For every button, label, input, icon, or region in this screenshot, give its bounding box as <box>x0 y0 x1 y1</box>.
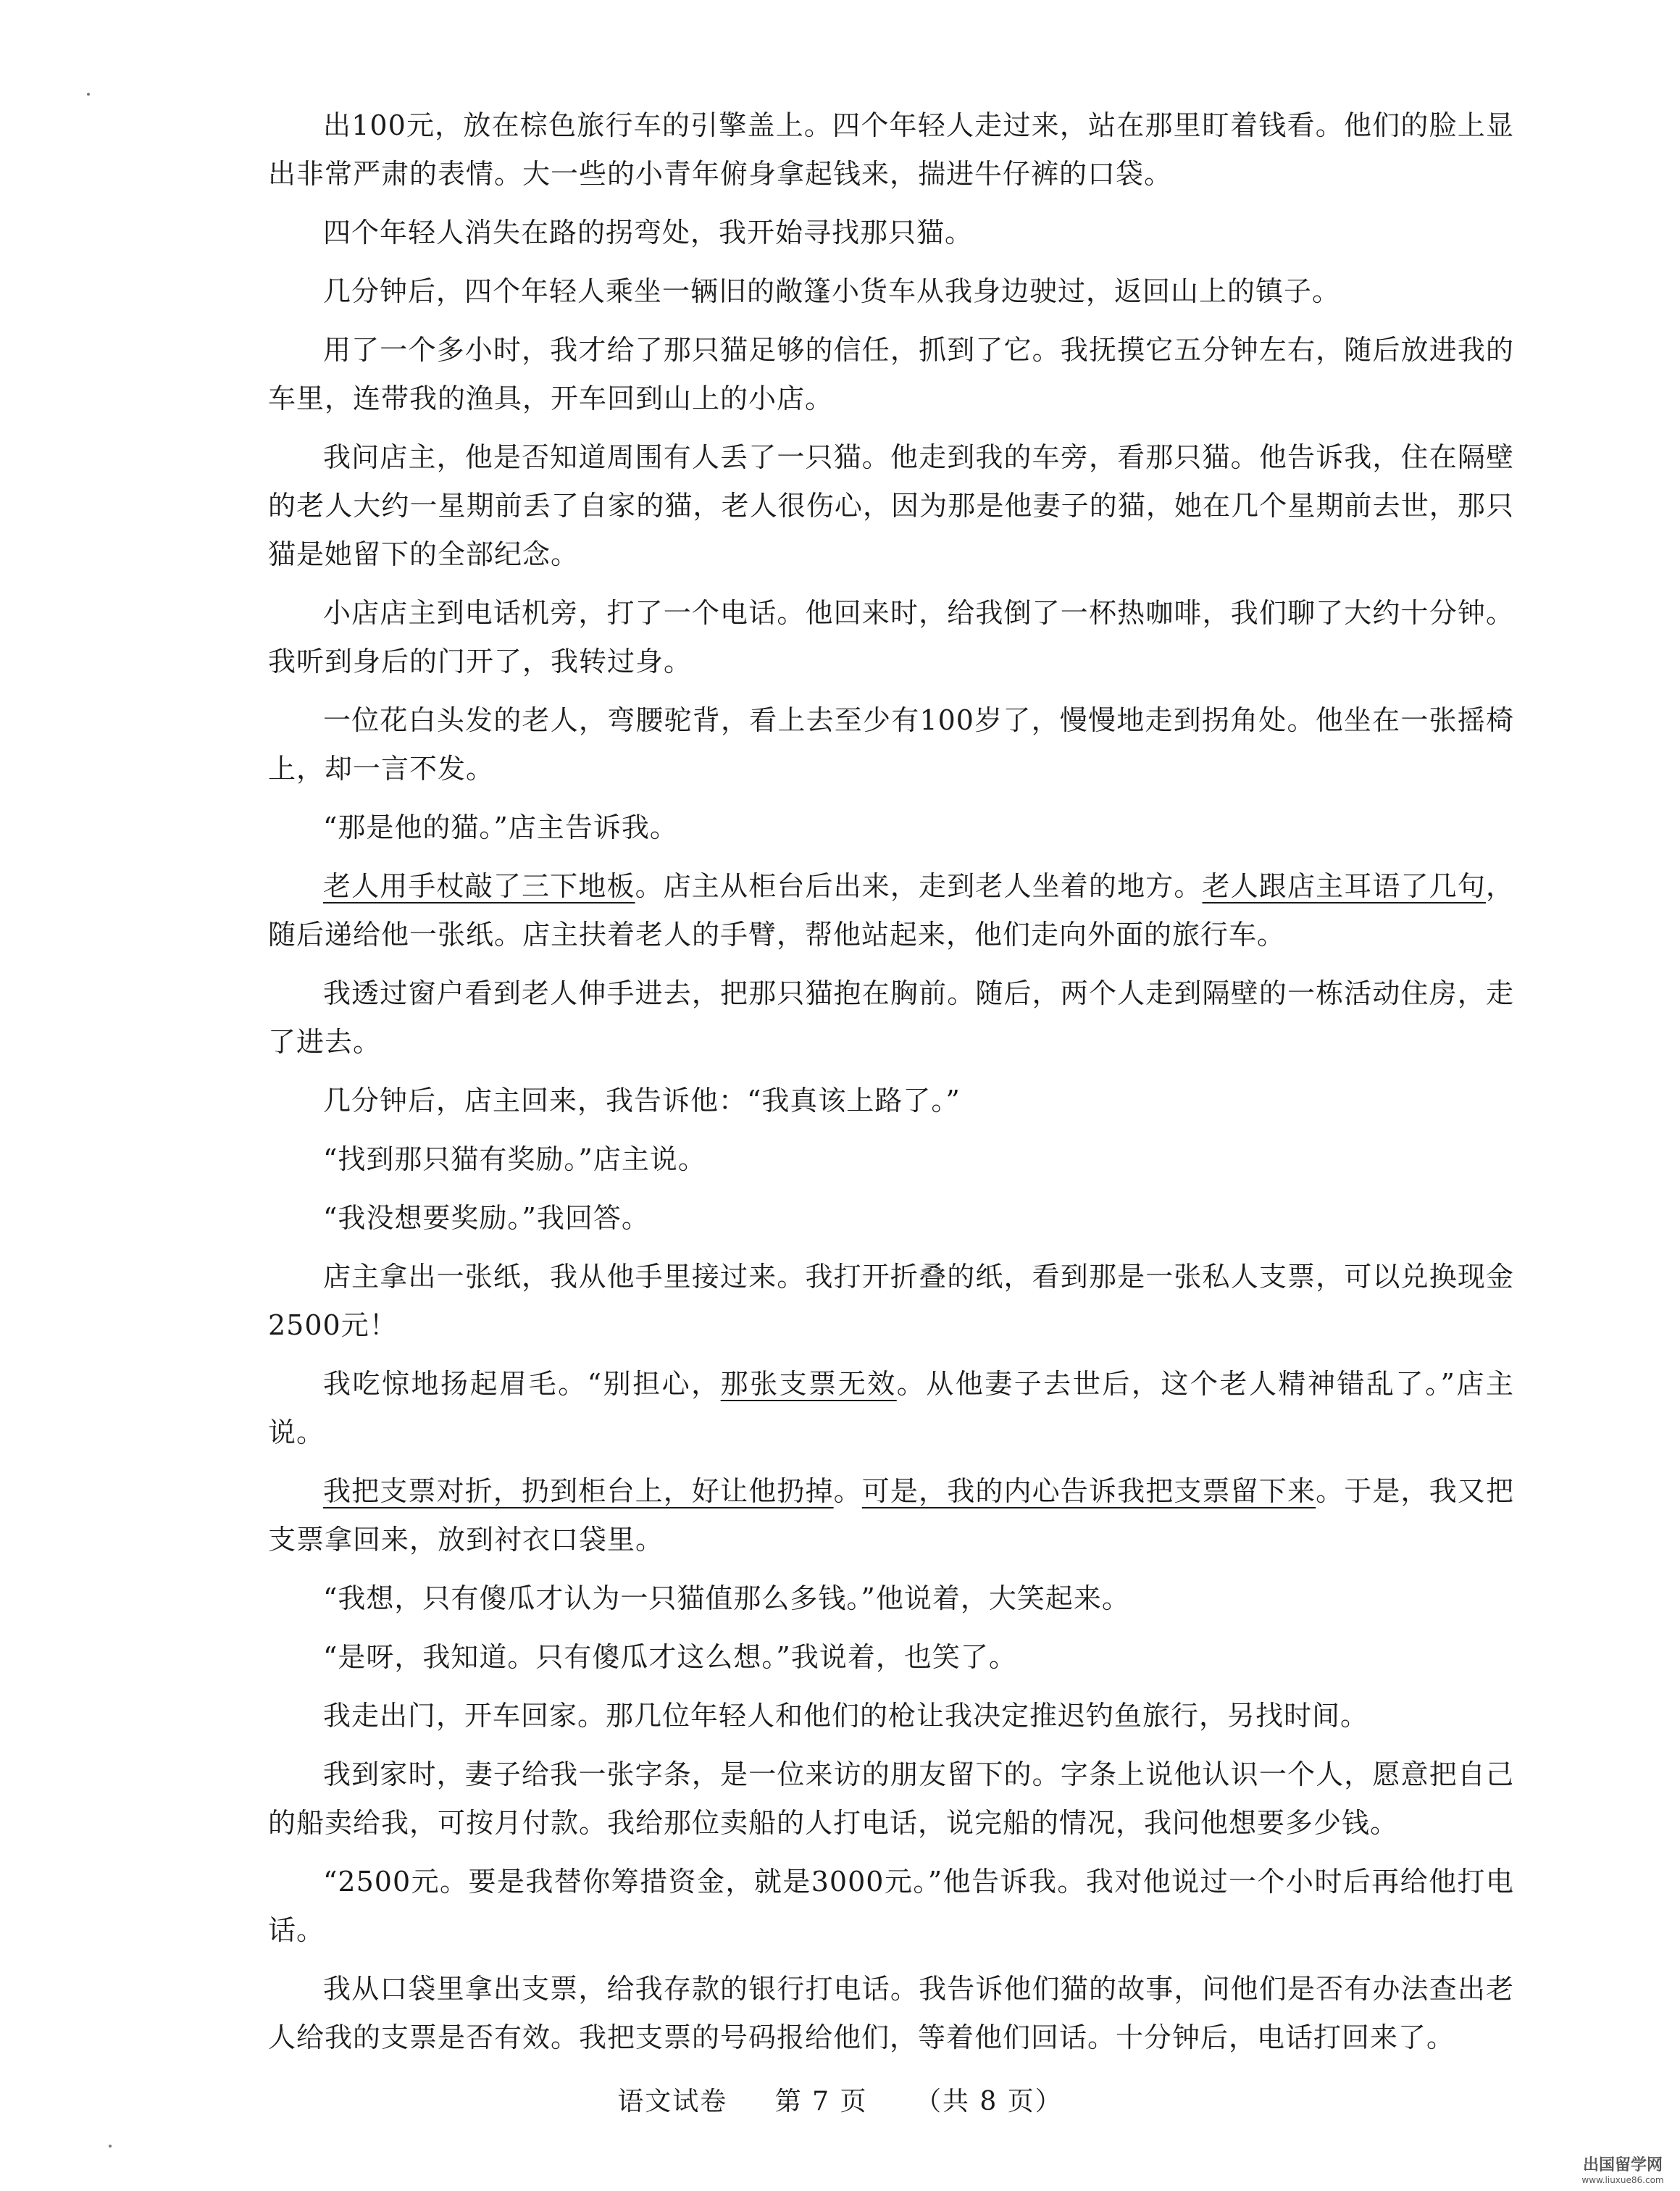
text-segment: 小店店主到电话机旁，打了一个电话。他回来时，给我倒了一杯热咖啡，我们聊了大约十分钟。我听到身后的门开了，我转过身。 <box>268 597 1514 677</box>
paragraph <box>268 1467 1514 1564</box>
text-segment: 一位花白头发的老人，弯腰驼背，看上去至少有100岁了，慢慢地走到拐角处。他坐在一张摇椅上，却一言不发。 <box>268 704 1514 785</box>
paragraph <box>268 209 1514 257</box>
text-segment: “是呀，我知道。只有傻瓜才这么想。”我说着，也笑了。 <box>323 1641 1017 1673</box>
paragraph <box>268 1253 1514 1350</box>
text-segment: 我到家时，妻子给我一张字条，是一位来访的朋友留下的。字条上说他认识一个人，愿意把自己的船卖给我，可按月付款。我给那位卖船的人打电话，说完船的情况，我问他想要多少钱。 <box>268 1758 1514 1839</box>
paragraph <box>268 696 1514 793</box>
footer-page-number: 第 7 页 <box>774 2087 868 2116</box>
watermark-name: 出国留学网 <box>1582 2156 1663 2174</box>
text-segment: 。店主从柜台后出来，走到老人坐着的地方。 <box>635 870 1203 902</box>
underlined-phrase: 老人跟店主耳语了几句 <box>1202 870 1486 902</box>
text-segment: 出100元，放在棕色旅行车的引擎盖上。四个年轻人走过来，站在那里盯着钱看。他们的脸上显出非常严肃的表情。大一些的小青年俯身拿起钱来，揣进牛仔裤的口袋。 <box>268 109 1514 190</box>
paragraph <box>268 1858 1514 1955</box>
paragraph <box>268 862 1514 959</box>
text-segment: 。于是，我又把支票拿回来，放到衬衣口袋里。 <box>268 1475 1514 1556</box>
paragraph <box>268 804 1514 852</box>
text-segment: “我想，只有傻瓜才认为一只猫值那么多钱。”他说着，大笑起来。 <box>323 1582 1130 1614</box>
footer-total-pages: （共 8 页） <box>914 2087 1063 2116</box>
scan-speck <box>109 2145 112 2148</box>
underlined-phrase: 老人用手杖敲了三下地板 <box>323 870 635 902</box>
text-segment: 我问店主，他是否知道周围有人丢了一只猫。他走到我的车旁，看那只猫。他告诉我，住在隔壁的老人大约一星期前丢了自家的猫，老人很伤心，因为那是他妻子的猫，她在几个星期前去世，那只猫是她留下的全部纪念。 <box>268 441 1514 570</box>
page-footer <box>0 2081 1680 2118</box>
text-segment: “2500元。要是我替你筹措资金，就是3000元。”他告诉我。我对他说过一个小时后再给他打电话。 <box>268 1866 1514 1946</box>
paragraph <box>268 433 1514 579</box>
paragraph <box>268 1965 1514 2062</box>
paragraph <box>268 326 1514 423</box>
text-segment: 用了一个多小时，我才给了那只猫足够的信任，抓到了它。我抚摸它五分钟左右，随后放进我的车里，连带我的渔具，开车回到山上的小店。 <box>268 334 1514 414</box>
paragraph <box>268 1135 1514 1184</box>
paragraph <box>268 1360 1514 1457</box>
paragraph <box>268 1633 1514 1682</box>
underlined-phrase: 我把支票对折，扔到柜台上，好让他扔掉 <box>323 1475 834 1507</box>
paragraph <box>268 267 1514 316</box>
text-segment: 。 <box>833 1475 862 1507</box>
text-segment: 几分钟后，四个年轻人乘坐一辆旧的敞篷小货车从我身边驶过，返回山上的镇子。 <box>323 275 1341 307</box>
text-segment: 。从他妻子去世后，这个老人精神错乱了。”店主说。 <box>268 1368 1514 1448</box>
text-segment: 四个年轻人消失在路的拐弯处，我开始寻找那只猫。 <box>323 217 974 249</box>
text-segment: “那是他的猫。”店主告诉我。 <box>323 811 678 843</box>
underlined-phrase: 那张支票无效 <box>720 1368 897 1400</box>
text-segment: 我走出门，开车回家。那几位年轻人和他们的枪让我决定推迟钓鱼旅行，另找时间。 <box>323 1700 1369 1732</box>
text-segment: ，随后递给他一张纸。店主扶着老人的手臂，帮他站起来，他们走向外面的旅行车。 <box>268 870 1514 951</box>
paragraph <box>268 101 1514 199</box>
text-segment: “我没想要奖励。”我回答。 <box>323 1202 650 1234</box>
text-segment: “找到那只猫有奖励。”店主说。 <box>323 1143 706 1175</box>
scan-speck <box>87 93 90 96</box>
paragraph <box>268 1750 1514 1848</box>
paragraph <box>268 1692 1514 1740</box>
footer-subject: 语文试卷 <box>617 2087 728 2116</box>
paragraph <box>268 589 1514 686</box>
paragraph <box>268 969 1514 1067</box>
text-segment: 店主拿出一张纸，我从他手里接过来。我打开折叠的纸，看到那是一张私人支票，可以兑换现金2500元！ <box>268 1261 1514 1341</box>
underlined-phrase: 可是，我的内心告诉我把支票留下来 <box>861 1475 1316 1507</box>
text-segment: 我吃惊地扬起眉毛。“别担心， <box>323 1368 721 1400</box>
paragraph <box>268 1574 1514 1623</box>
site-watermark-logo <box>1576 2153 1670 2185</box>
paragraph <box>268 1194 1514 1243</box>
watermark-url: www.liuxue86.com <box>1581 2175 1664 2185</box>
article-body <box>268 101 1514 2072</box>
text-segment: 我从口袋里拿出支票，给我存款的银行打电话。我告诉他们猫的故事，问他们是否有办法查出老人给我的支票是否有效。我把支票的号码报给他们，等着他们回话。十分钟后，电话打回来了。 <box>268 1973 1514 2053</box>
text-segment: 几分钟后，店主回来，我告诉他：“我真该上路了。” <box>323 1085 961 1117</box>
text-segment: 我透过窗户看到老人伸手进去，把那只猫抱在胸前。随后，两个人走到隔壁的一栋活动住房，走了进去。 <box>268 977 1514 1058</box>
paragraph <box>268 1077 1514 1125</box>
